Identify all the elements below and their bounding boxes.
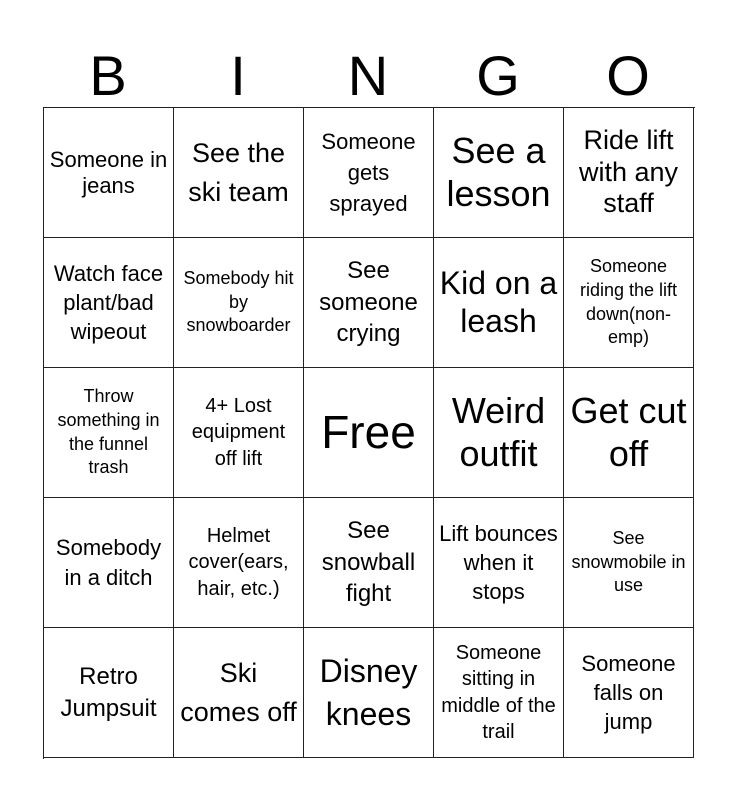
- cell-text: Ski comes off: [180, 658, 297, 727]
- cell-text: Disney knees: [319, 653, 418, 732]
- header-letter-b: B: [89, 44, 127, 107]
- header-letter-o: O: [606, 44, 650, 107]
- bingo-cell[interactable]: [434, 368, 564, 498]
- cell-text: Get cut off: [570, 390, 687, 474]
- bingo-cell[interactable]: [174, 238, 304, 368]
- cell-text: Free: [321, 406, 416, 459]
- cell-text: Helmet cover(ears, hair, etc.): [188, 524, 289, 600]
- cell-text: Retro Jumpsuit: [60, 662, 157, 722]
- bingo-cell[interactable]: [564, 108, 694, 238]
- bingo-cell[interactable]: [304, 498, 434, 628]
- bingo-cell[interactable]: [174, 108, 304, 238]
- bingo-cell[interactable]: [304, 238, 434, 368]
- bingo-cell[interactable]: [44, 108, 174, 238]
- free-space[interactable]: [304, 368, 434, 498]
- bingo-board: [43, 107, 695, 759]
- cell-text: See the ski team: [188, 138, 289, 207]
- cell-text: Kid on a leash: [439, 264, 558, 339]
- bingo-cell[interactable]: [44, 368, 174, 498]
- bingo-cell[interactable]: [434, 498, 564, 628]
- bingo-cell[interactable]: [564, 368, 694, 498]
- cell-text: Weird outfit: [451, 390, 546, 474]
- cell-text: Watch face plant/bad wipeout: [53, 260, 164, 345]
- bingo-cell[interactable]: [304, 108, 434, 238]
- bingo-cell[interactable]: [174, 368, 304, 498]
- bingo-cell[interactable]: [174, 498, 304, 628]
- cell-text: Ride lift with any staff: [578, 124, 679, 219]
- cell-text: Throw something in the funnel trash: [57, 386, 160, 478]
- cell-text: Someone sitting in middle of the trail: [441, 641, 556, 743]
- cell-text: See snowball fight: [321, 516, 416, 608]
- header-letter-g: G: [476, 44, 520, 107]
- cell-text: Somebody in a ditch: [55, 535, 162, 590]
- cell-text: Someone gets sprayed: [321, 128, 416, 217]
- bingo-cell[interactable]: [434, 238, 564, 368]
- header-letter-i: I: [230, 44, 246, 107]
- bingo-header: [43, 44, 693, 108]
- cell-text: 4+ Lost equipment off lift: [191, 394, 286, 470]
- cell-text: Someone falls on jump: [581, 650, 676, 735]
- bingo-cell[interactable]: [564, 628, 694, 758]
- header-letter-n: N: [347, 44, 389, 107]
- bingo-cell[interactable]: [434, 108, 564, 238]
- bingo-cell[interactable]: [304, 628, 434, 758]
- cell-text: Someone riding the lift down(non-emp): [579, 256, 678, 348]
- cell-text: See a lesson: [446, 130, 551, 214]
- cell-text: Someone in jeans: [49, 146, 168, 198]
- cell-text: See snowmobile in use: [571, 527, 686, 596]
- bingo-cell[interactable]: [44, 238, 174, 368]
- bingo-cell[interactable]: [44, 628, 174, 758]
- bingo-cell[interactable]: [564, 498, 694, 628]
- bingo-cell[interactable]: [44, 498, 174, 628]
- cell-text: Lift bounces when it stops: [439, 520, 558, 605]
- bingo-cell[interactable]: [174, 628, 304, 758]
- cell-text: See someone crying: [319, 256, 418, 348]
- cell-text: Somebody hit by snowboarder: [183, 267, 294, 336]
- bingo-cell[interactable]: [564, 238, 694, 368]
- bingo-cell[interactable]: [434, 628, 564, 758]
